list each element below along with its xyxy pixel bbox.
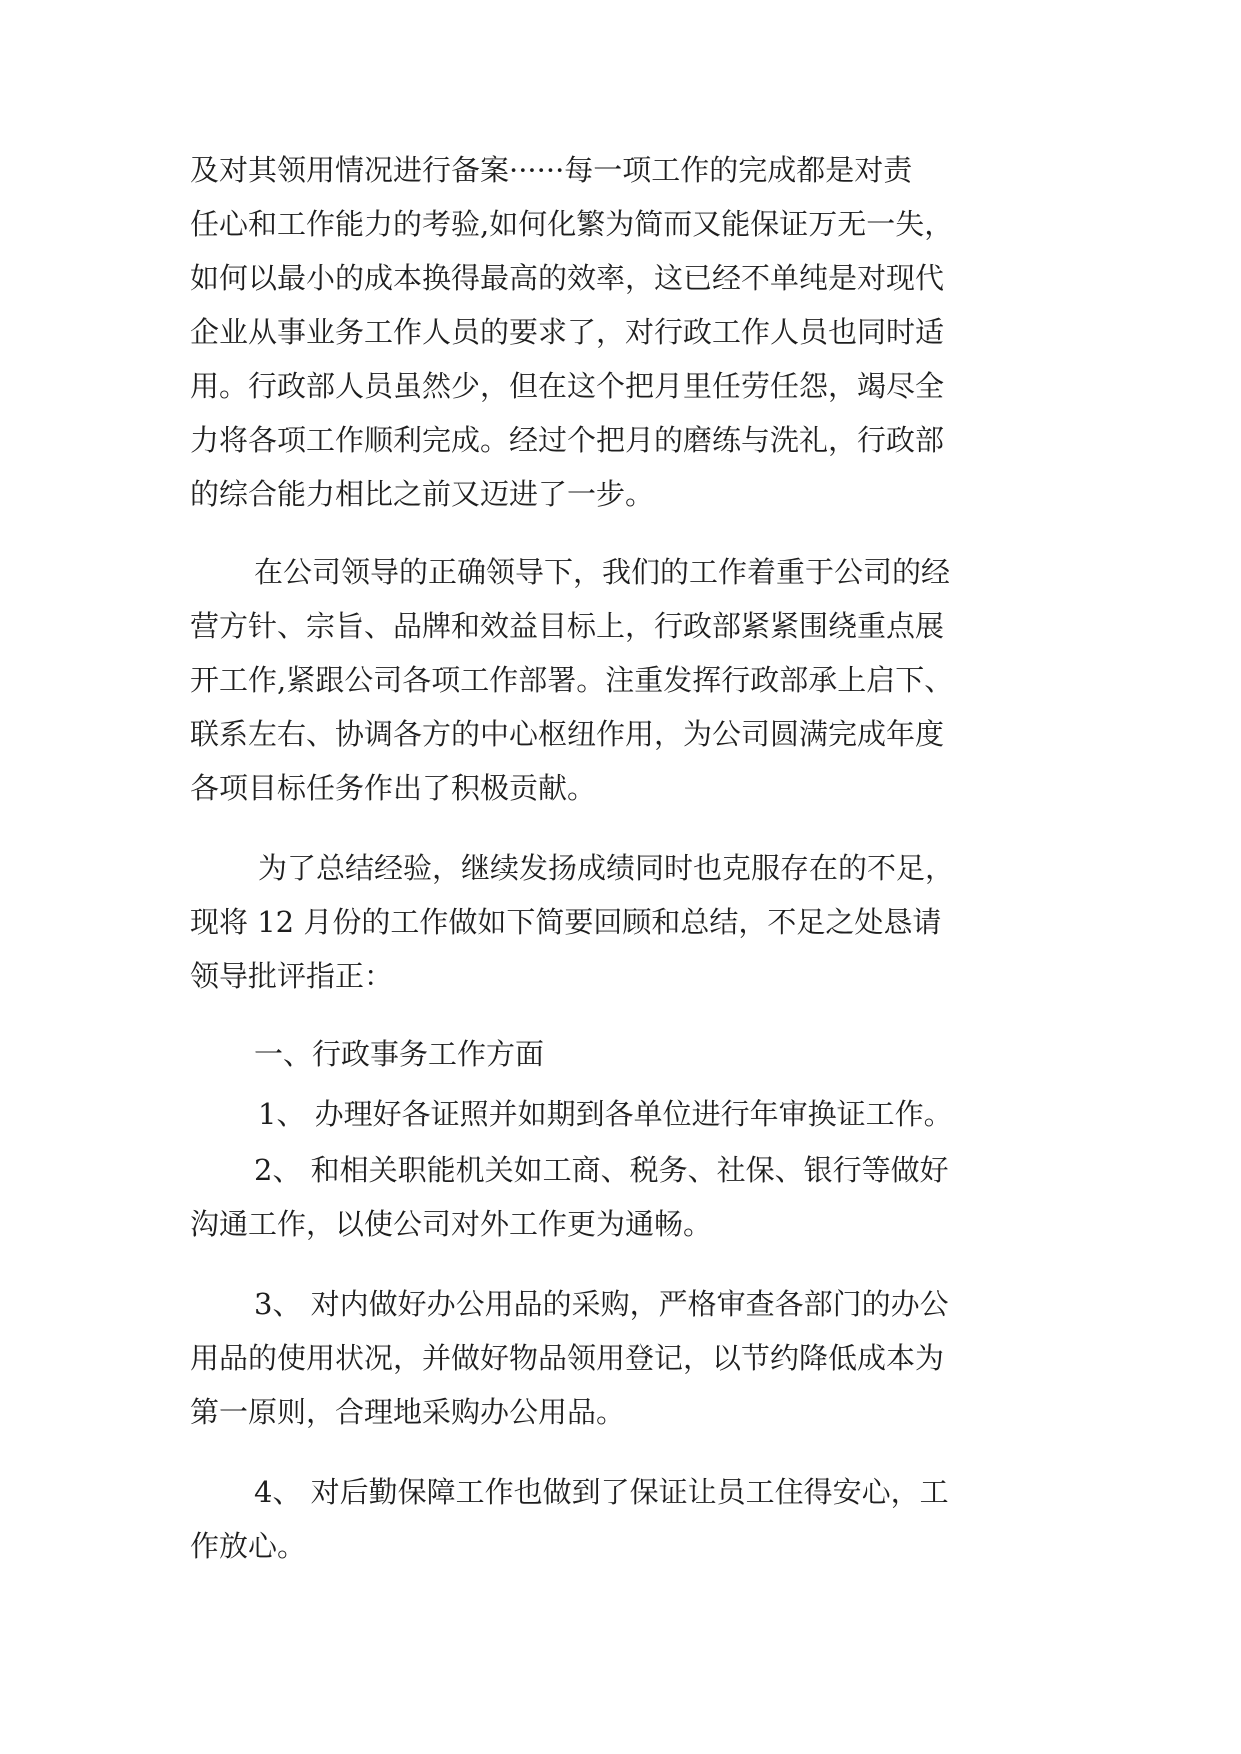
- paragraph-start-line: 在公司领导的正确领导下，我们的工作着重于公司的经: [254, 555, 951, 589]
- text-line: 营方针、宗旨、品牌和效益目标上，行政部紧紧围绕重点展: [190, 609, 945, 643]
- section-heading: 一、行政事务工作方面: [254, 1037, 545, 1071]
- text-line: 用品的使用状况，并做好物品领用登记，以节约降低成本为: [190, 1341, 945, 1375]
- text-line: 的综合能力相比之前又迈进了一步。: [190, 477, 655, 511]
- text-line: 现将 12 月份的工作做如下简要回顾和总结，不足之处恳请: [190, 905, 942, 939]
- text-line: 联系左右、协调各方的中心枢纽作用，为公司圆满完成年度: [190, 717, 945, 751]
- text-line: 力将各项工作顺利完成。经过个把月的磨练与洗礼，行政部: [190, 423, 945, 457]
- paragraph-start-line: 为了总结经验，继续发扬成绩同时也克服存在的不足，: [258, 851, 955, 885]
- text-line: 领导批评指正：: [190, 959, 394, 993]
- list-item-line: 3、 对内做好办公用品的采购，严格审查各部门的办公: [254, 1287, 949, 1321]
- text-line: 企业从事业务工作人员的要求了，对行政工作人员也同时适: [190, 315, 945, 349]
- text-line: 及对其领用情况进行备案······每一项工作的完成都是对责: [190, 153, 913, 187]
- list-item-line: 4、 对后勤保障工作也做到了保证让员工住得安心，工: [254, 1475, 949, 1509]
- text-line: 开工作,紧跟公司各项工作部署。注重发挥行政部承上启下、: [190, 663, 954, 697]
- text-line: 如何以最小的成本换得最高的效率，这已经不单纯是对现代: [190, 261, 945, 295]
- text-line: 任心和工作能力的考验,如何化繁为简而又能保证万无一失，: [190, 207, 954, 241]
- text-line: 作放心。: [190, 1529, 307, 1563]
- list-item-line: 1、 办理好各证照并如期到各单位进行年审换证工作。: [258, 1097, 953, 1131]
- list-item-line: 2、 和相关职能机关如工商、税务、社保、银行等做好: [254, 1153, 949, 1187]
- text-line: 用。行政部人员虽然少，但在这个把月里任劳任怨，竭尽全: [190, 369, 945, 403]
- text-line: 沟通工作，以使公司对外工作更为通畅。: [190, 1207, 713, 1241]
- text-line: 各项目标任务作出了积极贡献。: [190, 771, 597, 805]
- text-line: 第一原则，合理地采购办公用品。: [190, 1395, 626, 1429]
